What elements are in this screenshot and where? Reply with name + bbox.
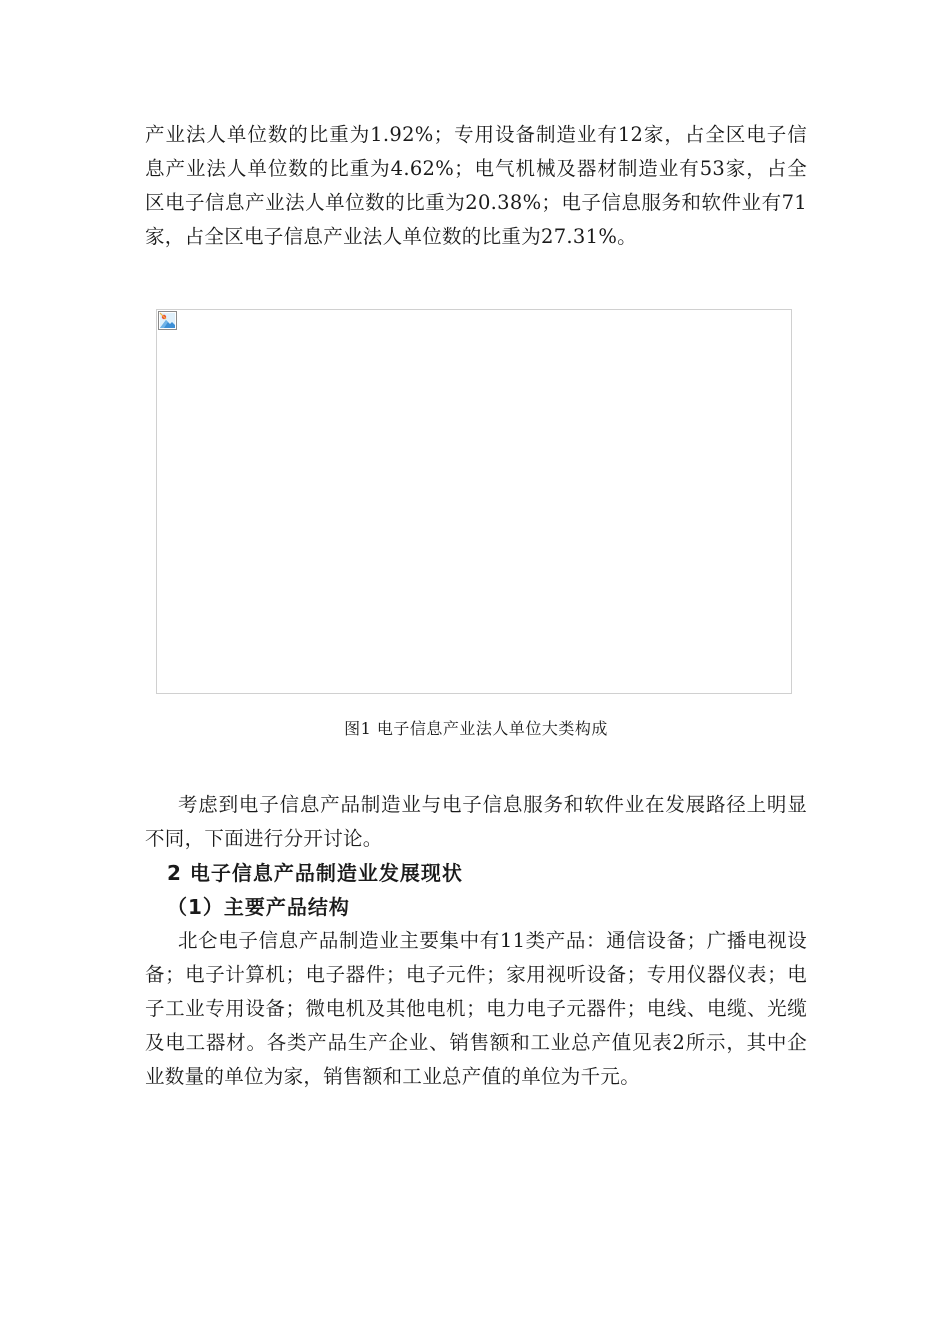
paragraph-transition: 考虑到电子信息产品制造业与电子信息服务和软件业在发展路径上明显不同，下面进行分开讨论。 <box>145 793 807 850</box>
paragraph-products: 北仑电子信息产品制造业主要集中有11类产品：通信设备；广播电视设备；电子计算机；电子器件；电子元件；家用视听设备；专用仪器仪表；电子工业专用设备；微电机及其他电机；电力电子元器件；电线、电缆、光缆及电工器材。各类产品生产企业、销售额和工业总产值见表2所示，其中企业数量的单位为家，销售额和工业总产值的单位为千元。 <box>145 929 807 1088</box>
broken-image-icon <box>158 311 177 330</box>
subsection-heading: （1）主要产品结构 <box>167 895 350 919</box>
section-heading: 2 电子信息产品制造业发展现状 <box>167 861 463 885</box>
paragraph-top: 产业法人单位数的比重为1.92%；专用设备制造业有12家，占全区电子信息产业法人单位数的比重为4.62%；电气机械及器材制造业有53家，占全区电子信息产业法人单位数的比重为20.38%；电子信息服务和软件业有71家，占全区电子信息产业法人单位数的比重为27.31%。 <box>145 123 807 248</box>
figure-image-placeholder <box>156 309 792 694</box>
body-text-top <box>145 118 807 254</box>
figure-caption: 图1 电子信息产业法人单位大类构成 <box>344 719 608 738</box>
body-text-bottom <box>145 788 807 1094</box>
